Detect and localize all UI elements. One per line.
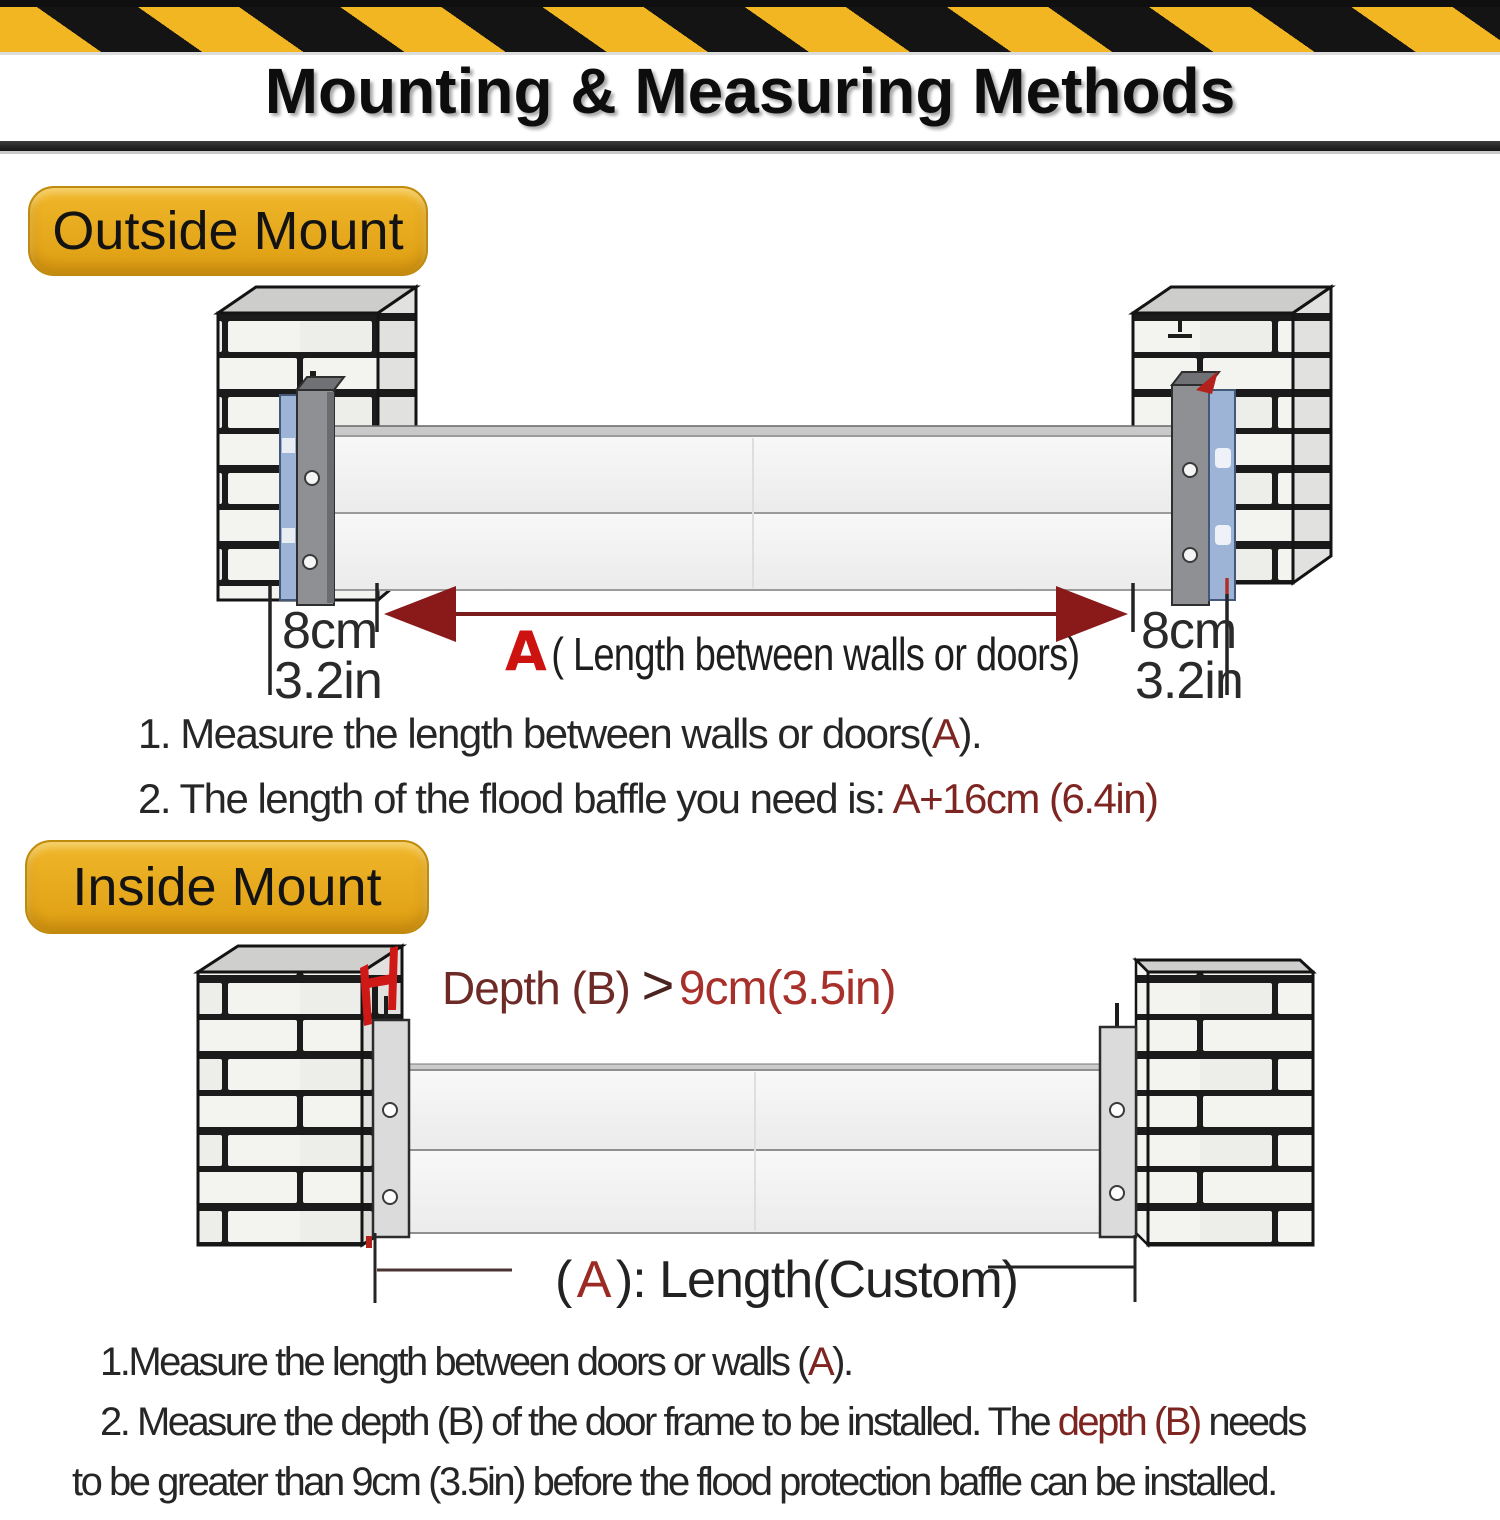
inside-mount-diagram	[0, 940, 1500, 1340]
length-a-description: ( Length between walls or doors)	[551, 628, 1080, 680]
title-divider	[0, 141, 1500, 154]
inside-mount-badge-label: Inside Mount	[72, 857, 382, 917]
outside-step-2: 2. The length of the flood baffle you need is: A+16cm (6.4in)	[138, 775, 1158, 822]
length-custom-label: ( A ): Length(Custom)	[555, 1251, 1018, 1309]
screw-hole-icon	[383, 1190, 397, 1204]
left-offset-in: 3.2in	[274, 652, 382, 710]
width-dimension	[270, 578, 1243, 710]
flood-barrier-panels	[409, 1064, 1100, 1233]
inside-mount-steps	[72, 1340, 1305, 1520]
outside-mount-badge-label: Outside Mount	[52, 201, 404, 261]
seal-strip	[280, 395, 297, 600]
screw-hole-icon	[305, 471, 319, 485]
right-channel-bracket	[1100, 1003, 1136, 1237]
outside-mount-steps	[138, 710, 1158, 840]
right-offset-cm: 8cm	[1141, 602, 1237, 660]
length-a-label	[505, 620, 1079, 683]
length-a-letter: A	[505, 620, 547, 683]
hazard-stripe-banner	[0, 0, 1500, 52]
screw-hole-icon	[303, 555, 317, 569]
left-channel-bracket	[366, 996, 409, 1248]
right-offset-in: 3.2in	[1135, 652, 1243, 710]
greater-than-sign: >	[641, 953, 675, 1016]
anchor-mark-icon	[1168, 334, 1192, 338]
length-dimension	[375, 1233, 1135, 1309]
depth-label: Depth (B)	[442, 962, 642, 1014]
inside-step-2: 2. Measure the depth (B) of the door frame to be installed. The depth (B) needs	[100, 1400, 1305, 1444]
outside-step-1: 1. Measure the length between walls or doors(A).	[138, 710, 982, 757]
anchor-mark-icon	[1178, 320, 1182, 332]
right-mounting-bracket	[1172, 371, 1235, 605]
screw-hole-icon	[1183, 463, 1197, 477]
length-a-letter: A	[576, 1251, 612, 1309]
inside-step-2-continued: to be greater than 9cm (3.5in) before the flood protection baffle can be installed.	[72, 1460, 1276, 1504]
left-brick-pillar	[198, 946, 402, 1245]
right-brick-pillar	[1136, 960, 1313, 1245]
screw-hole-icon	[1110, 1103, 1124, 1117]
flood-barrier-panels	[334, 426, 1172, 590]
outside-mount-badge	[28, 186, 428, 276]
screw-hole-icon	[1110, 1186, 1124, 1200]
anchor-bolt-icon	[384, 996, 388, 1022]
left-mounting-bracket	[280, 371, 344, 605]
screw-hole-icon	[383, 1103, 397, 1117]
inside-step-1: 1.Measure the length between doors or walls (A).	[100, 1340, 852, 1384]
seal-strip	[1209, 390, 1235, 600]
depth-annotation	[442, 953, 896, 1016]
screw-hole-icon	[1183, 548, 1197, 562]
outside-mount-diagram	[0, 278, 1500, 708]
depth-value: 9cm(3.5in)	[678, 962, 896, 1015]
inside-mount-badge	[25, 840, 429, 934]
page-title: Mounting & Measuring Methods	[264, 55, 1236, 127]
left-offset-cm: 8cm	[282, 602, 378, 660]
anchor-bolt-icon	[1115, 1003, 1119, 1029]
